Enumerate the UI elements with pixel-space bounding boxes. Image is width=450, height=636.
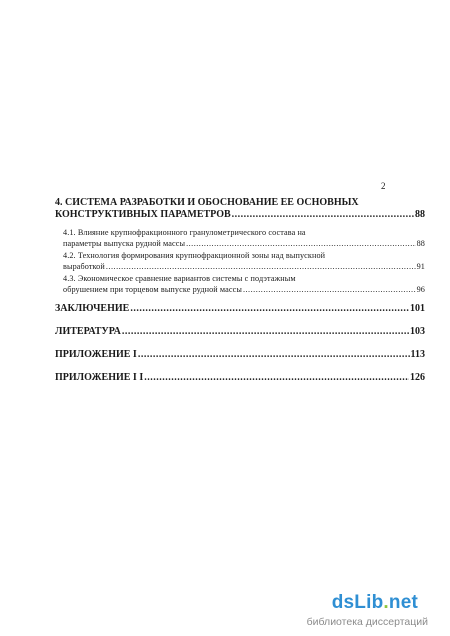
leader-dots [186,238,416,249]
toc-entry-literature[interactable] [55,326,425,338]
toc-entry-title-cont: выработкой [63,262,105,271]
leader-dots [138,349,410,361]
toc-page-number: 96 [416,285,425,294]
toc-entry-title: ПРИЛОЖЕНИЕ I [55,349,137,360]
toc-entry-section-4-1[interactable] [55,227,425,249]
toc-page-number: 101 [410,303,425,314]
toc-entry-title: 4. СИСТЕМА РАЗРАБОТКИ И ОБОСНОВАНИЕ ЕЕ ОСНОВНЫХ [55,197,359,208]
toc-entry-title-cont: параметры выпуска рудной массы [63,239,186,248]
toc-page-number: 88 [416,239,425,248]
leader-dots [144,372,409,384]
toc-page-number: 91 [416,262,425,271]
table-of-contents [55,197,425,384]
toc-entry-appendix-2[interactable] [55,372,425,384]
logo-wordmark: dsLib.net [331,592,418,613]
watermark-logo[interactable] [0,592,450,636]
toc-page-number: 126 [410,372,425,383]
leader-dots [232,209,414,221]
toc-entry-chapter-4[interactable] [55,197,425,221]
toc-entry-title: ЛИТЕРАТУРА [55,326,121,337]
toc-entry-section-4-3[interactable] [55,273,425,295]
logo-tagline: библиотека диссертаций [306,616,428,628]
leader-dots [106,261,416,272]
leader-dots [130,303,409,315]
toc-entry-section-4-2[interactable] [55,250,425,272]
leader-dots [122,326,409,338]
toc-page-number: 88 [415,209,425,220]
toc-entry-title: 4.3. Экономическое сравнение вариантов системы с подэтажным [63,274,296,283]
toc-entry-title: 4.2. Технология формирования крупнофракционной зоны над выпускной [63,251,326,260]
toc-page-number: 103 [410,326,425,337]
toc-entry-title: 4.1. Влияние крупнофракционного гранулометрического состава на [63,228,306,237]
toc-entry-title-cont: КОНСТРУКТИВНЫХ ПАРАМЕТРОВ [55,209,231,220]
toc-entry-title: ЗАКЛЮЧЕНИЕ [55,303,130,314]
toc-entry-conclusion[interactable] [55,303,425,315]
toc-entry-title-cont: обрушением при торцевом выпуске рудной массы [63,285,242,294]
toc-entry-appendix-1[interactable] [55,349,425,361]
toc-entry-title: ПРИЛОЖЕНИЕ I I [55,372,144,383]
leader-dots [243,284,416,295]
toc-page-number: 113 [410,349,425,360]
page-number: 2 [381,181,386,191]
